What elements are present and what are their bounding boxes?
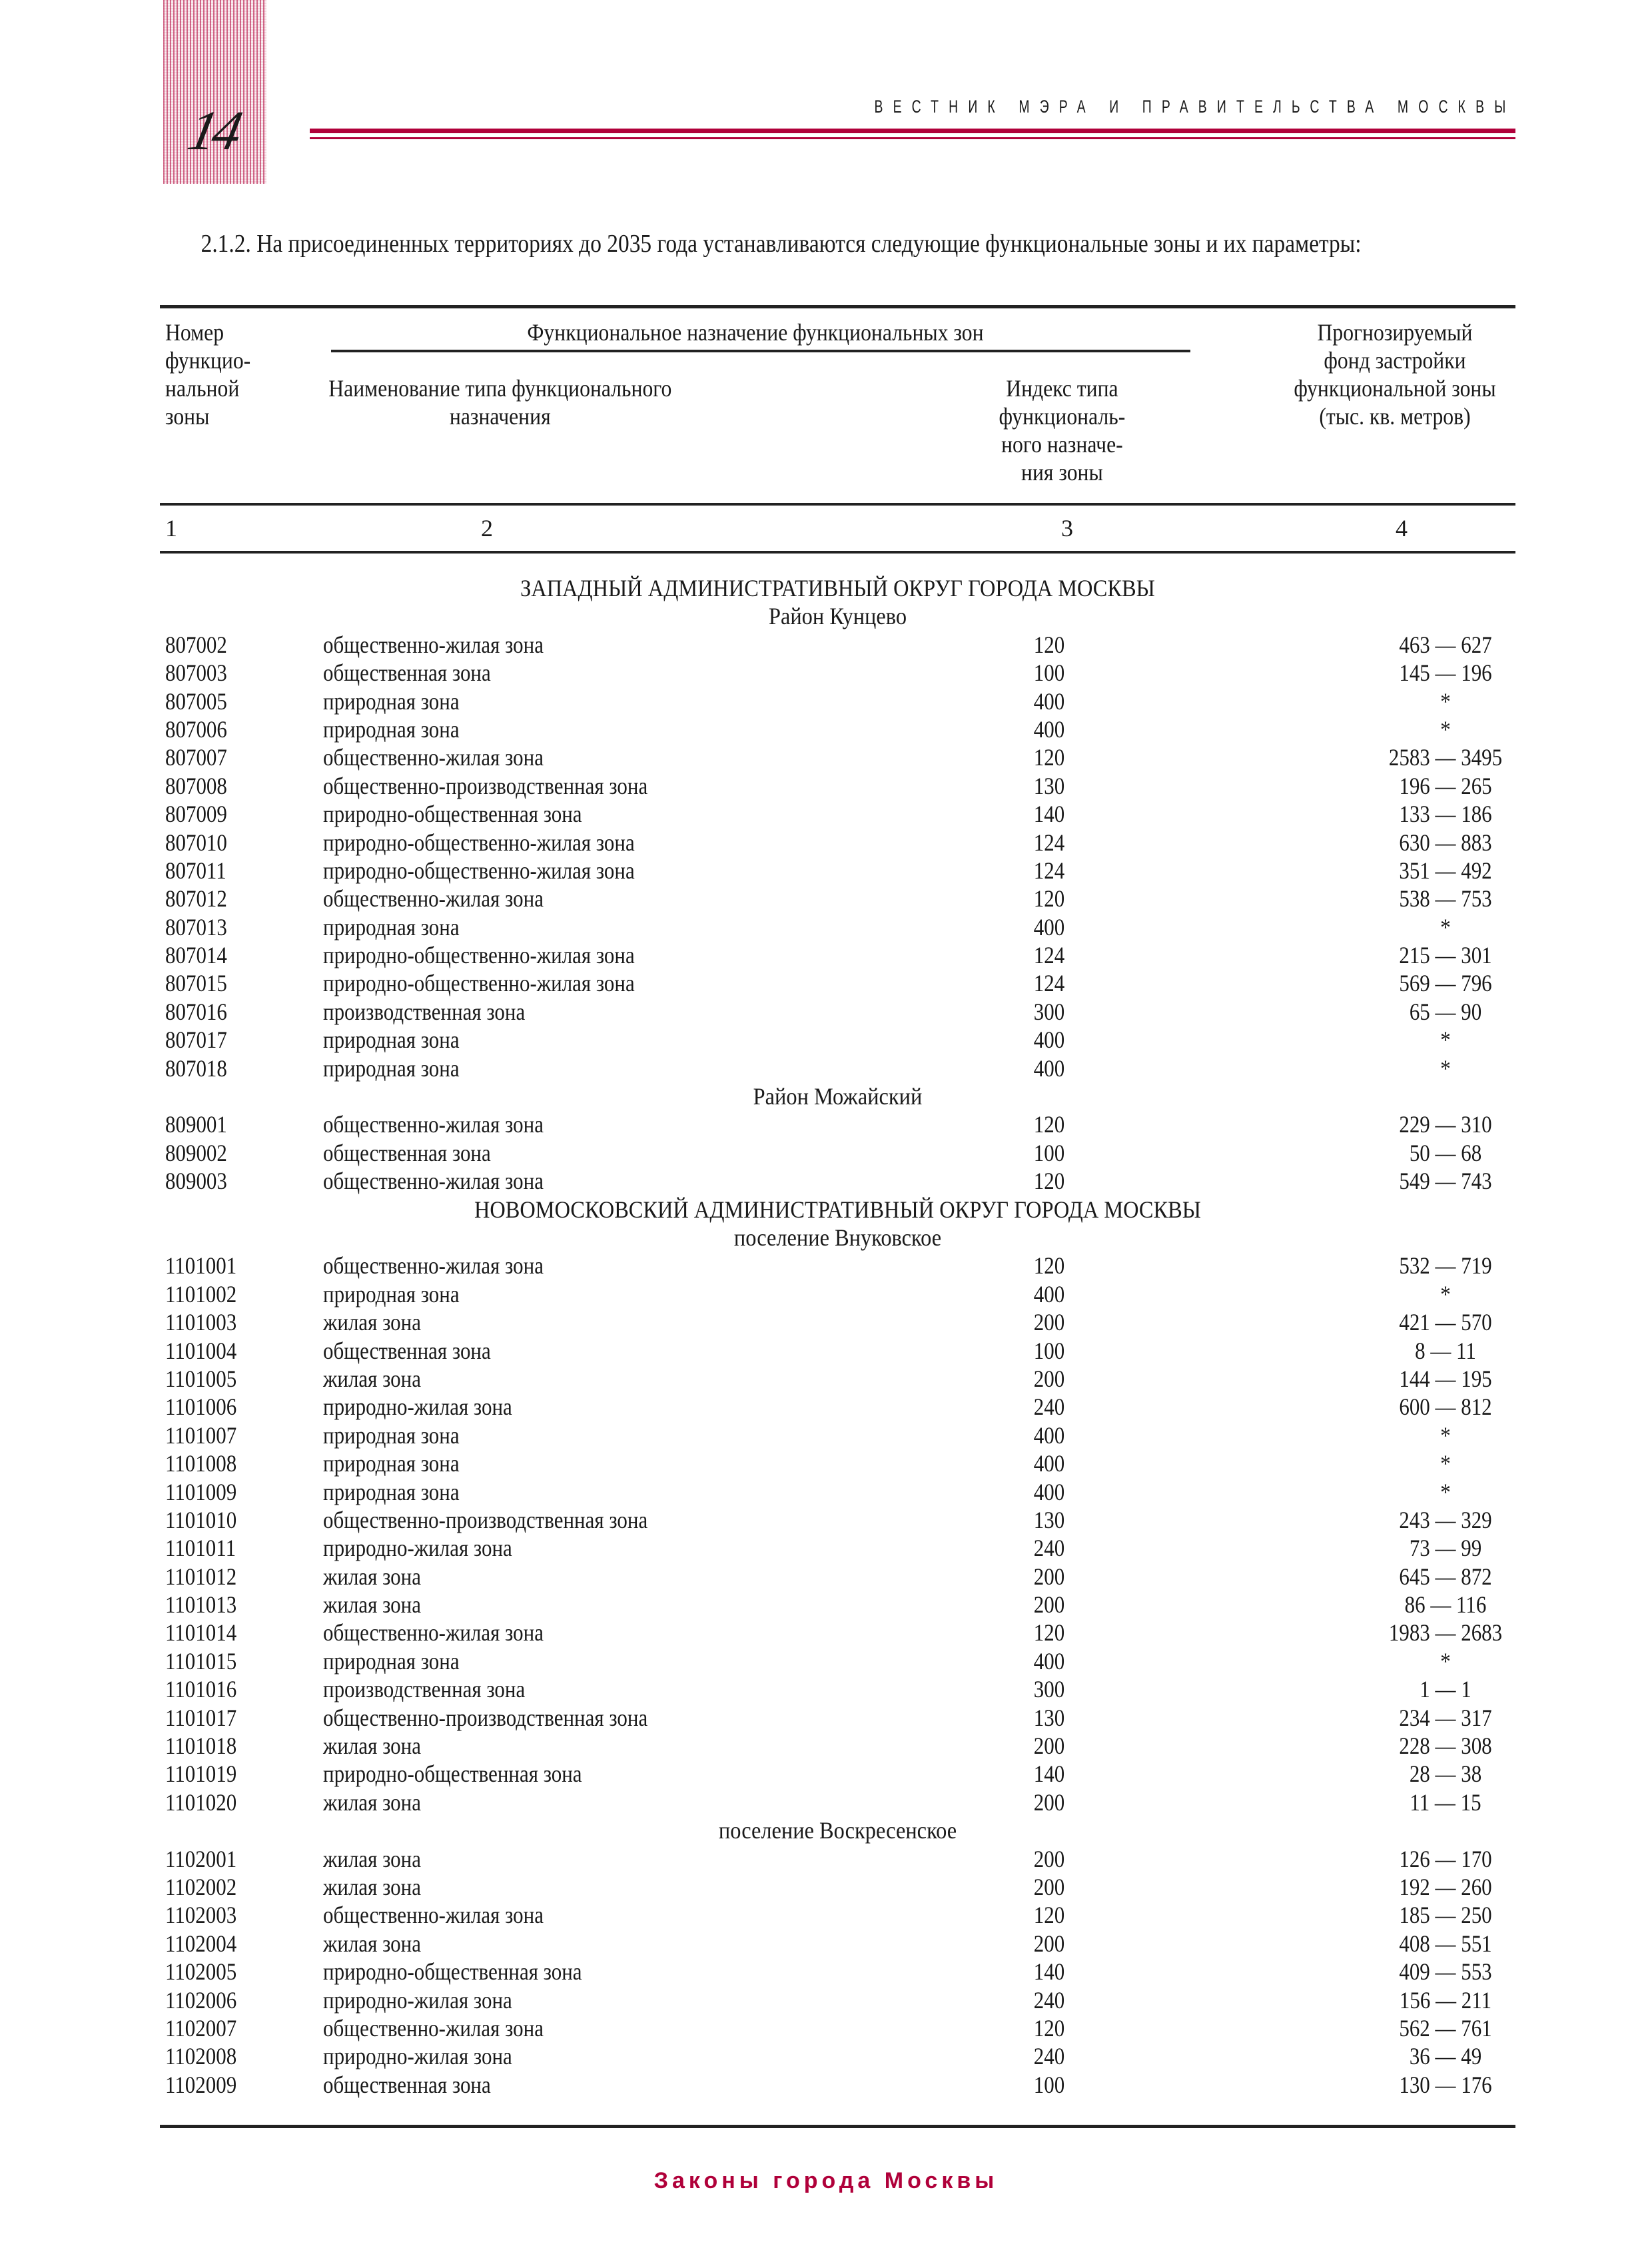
zone-type-name-cell: природно-общественно-жилая зона [323,970,635,997]
table-row [160,1986,1515,2014]
forecast-fund-cell: 215 — 301 [1399,942,1492,969]
forecast-fund-cell: 562 — 761 [1399,2014,1492,2042]
forecast-fund-cell: 1983 — 2683 [1388,1619,1503,1647]
zone-number-cell: 1102005 [165,1958,237,1986]
forecast-fund-cell: * [1440,1647,1451,1675]
column-number-3: 3 [1061,515,1073,542]
zone-type-index-cell: 130 [1033,1506,1065,1533]
zone-type-index-cell: 200 [1033,1591,1065,1619]
header-rule-thick [310,129,1515,133]
zone-number-cell: 807011 [165,857,226,884]
forecast-fund-cell: 50 — 68 [1409,1139,1482,1166]
zone-type-name-cell: природно-общественно-жилая зона [323,829,635,856]
header-col-forecast-fund: Прогнозируемый фонд застройки функциональной зоны (тыс. кв. метров) [1294,319,1496,430]
zone-type-name-cell: общественно-производственная зона [323,1704,648,1731]
zone-type-name-cell: природно-общественная зона [323,801,582,828]
header-col-type-name: Наименование типа функционального назначения [328,375,672,430]
zone-number-cell: 1101011 [165,1535,236,1562]
zone-type-name-cell: природно-общественная зона [323,1760,582,1788]
zone-type-name-cell: общественная зона [323,659,491,687]
zone-type-name-cell: природная зона [323,1478,460,1505]
header-group-rule [331,350,1190,352]
table-row [160,1873,1515,1901]
zone-type-name-cell: природная зона [323,1280,460,1308]
district-heading: Район Кунцево [768,603,907,630]
forecast-fund-cell: 196 — 265 [1399,772,1492,799]
forecast-fund-cell: * [1440,1450,1451,1477]
header-rule-thin [310,137,1515,139]
zone-type-index-cell: 140 [1033,801,1065,828]
zone-number-cell: 809001 [165,1111,227,1138]
zone-type-index-cell: 200 [1033,1309,1065,1336]
zone-type-index-cell: 120 [1033,885,1065,913]
okrug-heading: НОВОМОСКОВСКИЙ АДМИНИСТРАТИВНЫЙ ОКРУГ ГОРОДА МОСКВЫ [474,1196,1202,1223]
forecast-fund-cell: 156 — 211 [1399,1986,1492,2014]
header-col-zone-number: Номер функцио- нальной зоны [165,319,251,430]
table-row [160,969,1515,997]
zone-number-cell: 1101009 [165,1478,237,1505]
zone-type-name-cell: общественная зона [323,1337,491,1364]
table-row [160,743,1515,771]
zone-type-index-cell: 400 [1033,1478,1065,1505]
table-row [160,1280,1515,1308]
zone-type-name-cell: общественно-жилая зона [323,2014,544,2042]
zone-type-index-cell: 200 [1033,1873,1065,1900]
zone-type-name-cell: общественно-жилая зона [323,1619,544,1647]
zone-type-name-cell: природная зона [323,913,460,940]
forecast-fund-cell: 630 — 883 [1399,829,1492,856]
table-row [160,1393,1515,1421]
zone-type-name-cell: жилая зона [323,1563,421,1590]
zone-number-cell: 807007 [165,744,227,771]
zone-type-index-cell: 400 [1033,1026,1065,1054]
zone-type-name-cell: природная зона [323,687,460,715]
table-row [160,1506,1515,1534]
zone-type-index-cell: 120 [1033,744,1065,771]
zone-type-name-cell: природно-жилая зона [323,1535,512,1562]
zone-number-cell: 1101018 [165,1732,237,1760]
forecast-fund-cell: 130 — 176 [1399,2071,1492,2098]
forecast-fund-cell: 126 — 170 [1399,1845,1492,1872]
forecast-fund-cell: 185 — 250 [1399,1902,1492,1929]
zone-number-cell: 807012 [165,885,227,913]
zone-type-index-cell: 130 [1033,1704,1065,1731]
forecast-fund-cell: 234 — 317 [1399,1704,1492,1731]
forecast-fund-cell: 8 — 11 [1415,1337,1476,1364]
zone-type-name-cell: природная зона [323,1647,460,1675]
table-top-rule [160,305,1515,308]
column-number-2: 2 [481,515,493,542]
table-body [160,574,1515,2099]
zone-number-cell: 807014 [165,942,227,969]
forecast-fund-cell: * [1440,913,1451,940]
table-row [160,1732,1515,1760]
okrug-heading: ЗАПАДНЫЙ АДМИНИСТРАТИВНЫЙ ОКРУГ ГОРОДА МОСКВЫ [520,575,1155,601]
zone-number-cell: 1101005 [165,1365,237,1392]
forecast-fund-cell: 2583 — 3495 [1388,744,1503,771]
zone-type-index-cell: 120 [1033,1252,1065,1280]
forecast-fund-cell: 463 — 627 [1399,631,1492,658]
zone-number-cell: 807008 [165,772,227,799]
zone-type-name-cell: производственная зона [323,1676,526,1703]
table-row [160,1167,1515,1195]
zone-type-name-cell: природно-общественная зона [323,1958,582,1986]
zone-number-cell: 807015 [165,970,227,997]
zone-number-cell: 1101017 [165,1704,237,1731]
zone-type-index-cell: 200 [1033,1563,1065,1590]
forecast-fund-cell: 86 — 116 [1404,1591,1487,1619]
zone-type-index-cell: 400 [1033,1280,1065,1308]
header-bottom-rule [160,503,1515,506]
zone-type-name-cell: природно-жилая зона [323,2043,512,2070]
zone-type-index-cell: 400 [1033,715,1065,743]
table-row [160,1788,1515,1816]
zone-type-index-cell: 100 [1033,2071,1065,2098]
zone-number-cell: 1101010 [165,1506,237,1533]
forecast-fund-cell: 538 — 753 [1399,885,1492,913]
intro-paragraph: 2.1.2. На присоединенных территориях до 2035 года устанавливаются следующие функциональные зоны и их параметры: [201,230,1362,258]
page-number: 14 [183,100,244,162]
zone-type-index-cell: 240 [1033,1986,1065,2014]
zone-type-index-cell: 240 [1033,1535,1065,1562]
table-row [160,2071,1515,2099]
zone-type-name-cell: общественная зона [323,2071,491,2098]
table-row [160,1563,1515,1591]
zone-type-index-cell: 200 [1033,1788,1065,1816]
zone-type-index-cell: 100 [1033,1337,1065,1364]
running-title: ВЕСТНИК МЭРА И ПРАВИТЕЛЬСТВА МОСКВЫ [874,97,1515,117]
zone-type-name-cell: жилая зона [323,1732,421,1760]
table-row [160,998,1515,1026]
zone-type-index-cell: 120 [1033,1902,1065,1929]
table-row [160,659,1515,687]
forecast-fund-cell: 408 — 551 [1399,1930,1492,1957]
forecast-fund-cell: * [1440,1280,1451,1308]
zone-number-cell: 1101006 [165,1393,237,1421]
zone-type-name-cell: природно-общественно-жилая зона [323,857,635,884]
forecast-fund-cell: 645 — 872 [1399,1563,1492,1590]
zone-number-cell: 1102008 [165,2043,237,2070]
table-row [160,1619,1515,1647]
zone-number-cell: 1102002 [165,1873,237,1900]
zone-number-cell: 1101016 [165,1676,237,1703]
zone-type-index-cell: 240 [1033,1393,1065,1421]
zone-number-cell: 807003 [165,659,227,687]
table-row [160,829,1515,857]
forecast-fund-cell: 532 — 719 [1399,1252,1492,1280]
forecast-fund-cell: * [1440,1026,1451,1054]
forecast-fund-cell: 73 — 99 [1409,1535,1482,1562]
district-heading: Район Можайский [753,1083,923,1110]
forecast-fund-cell: 133 — 186 [1399,801,1492,828]
zone-type-name-cell: жилая зона [323,1873,421,1900]
forecast-fund-cell: * [1440,1478,1451,1505]
zone-type-name-cell: жилая зона [323,1365,421,1392]
zone-type-name-cell: природная зона [323,715,460,743]
table-row [160,913,1515,941]
table-row [160,941,1515,969]
zone-number-cell: 1102009 [165,2071,237,2098]
zone-type-name-cell: жилая зона [323,1930,421,1957]
zone-type-index-cell: 120 [1033,2014,1065,2042]
table-row [160,2014,1515,2042]
table-row [160,1139,1515,1167]
zone-type-index-cell: 200 [1033,1845,1065,1872]
zone-type-index-cell: 120 [1033,1619,1065,1647]
forecast-fund-cell: * [1440,1421,1451,1449]
zone-type-index-cell: 140 [1033,1958,1065,1986]
forecast-fund-cell: 192 — 260 [1399,1873,1492,1900]
zone-number-cell: 807002 [165,631,227,658]
zone-type-name-cell: природная зона [323,1026,460,1054]
zone-number-cell: 1101001 [165,1252,237,1280]
zone-type-index-cell: 140 [1033,1760,1065,1788]
zone-type-index-cell: 124 [1033,857,1065,884]
zone-type-index-cell: 100 [1033,659,1065,687]
table-row [160,1026,1515,1054]
zone-number-cell: 1102001 [165,1845,237,1872]
zone-type-name-cell: природная зона [323,1421,460,1449]
table-row [160,1252,1515,1280]
forecast-fund-cell: 351 — 492 [1399,857,1492,884]
forecast-fund-cell: * [1440,687,1451,715]
zone-type-index-cell: 400 [1033,1054,1065,1082]
zone-type-index-cell: 124 [1033,942,1065,969]
table-bottom-rule [160,2125,1515,2128]
table-row [160,1958,1515,1986]
forecast-fund-cell: 229 — 310 [1399,1111,1492,1138]
zone-type-index-cell: 200 [1033,1930,1065,1957]
zone-type-name-cell: природная зона [323,1450,460,1477]
zone-type-name-cell: производственная зона [323,998,526,1025]
district-heading: поселение Воскресенское [718,1817,957,1844]
table-row [160,1675,1515,1703]
table-row [160,2042,1515,2070]
zone-type-name-cell: общественно-жилая зона [323,744,544,771]
forecast-fund-cell: 65 — 90 [1409,998,1482,1025]
zone-type-name-cell: общественно-жилая зона [323,1902,544,1929]
table-row [160,1478,1515,1506]
table-row [160,1591,1515,1619]
zone-type-index-cell: 120 [1033,1111,1065,1138]
table-row [160,1534,1515,1562]
zone-type-name-cell: жилая зона [323,1591,421,1619]
forecast-fund-cell: 600 — 812 [1399,1393,1492,1421]
zone-number-cell: 807009 [165,801,227,828]
zone-type-name-cell: общественно-производственная зона [323,1506,648,1533]
zone-number-cell: 1102007 [165,2014,237,2042]
zone-type-index-cell: 300 [1033,998,1065,1025]
zone-type-name-cell: общественно-жилая зона [323,631,544,658]
forecast-fund-cell: 11 — 15 [1410,1788,1481,1816]
zone-type-name-cell: общественно-жилая зона [323,1252,544,1280]
zone-type-index-cell: 400 [1033,1647,1065,1675]
zone-type-name-cell: жилая зона [323,1788,421,1816]
zone-number-cell: 1101003 [165,1309,237,1336]
table-row [160,1704,1515,1732]
table-row [160,1337,1515,1365]
column-number-4: 4 [1396,515,1408,542]
zone-number-cell: 1101014 [165,1619,237,1647]
table-row [160,800,1515,828]
zone-type-index-cell: 400 [1033,687,1065,715]
zone-type-name-cell: общественная зона [323,1139,491,1166]
zone-number-cell: 807018 [165,1054,227,1082]
zone-number-cell: 1101002 [165,1280,237,1308]
column-number-1: 1 [165,515,177,542]
zone-type-index-cell: 124 [1033,829,1065,856]
table-row [160,1760,1515,1788]
zone-number-cell: 807010 [165,829,227,856]
zone-number-cell: 809002 [165,1139,227,1166]
zone-number-cell: 1101020 [165,1788,237,1816]
forecast-fund-cell: 421 — 570 [1399,1309,1492,1336]
table-row [160,1845,1515,1873]
forecast-fund-cell: 569 — 796 [1399,970,1492,997]
zone-number-cell: 1101019 [165,1760,237,1788]
zone-type-index-cell: 120 [1033,1168,1065,1195]
zone-type-index-cell: 240 [1033,2043,1065,2070]
zone-type-name-cell: общественно-жилая зона [323,1111,544,1138]
forecast-fund-cell: 409 — 553 [1399,1958,1492,1986]
zone-type-index-cell: 100 [1033,1139,1065,1166]
zone-type-index-cell: 400 [1033,1450,1065,1477]
district-heading: поселение Внуковское [733,1224,942,1251]
header-col-type-index: Индекс типа функциональ- ного назначе- ния зоны [999,375,1126,486]
forecast-fund-cell: 145 — 196 [1399,659,1492,687]
zone-number-cell: 1101015 [165,1647,237,1675]
table-row [160,687,1515,715]
table-row [160,1647,1515,1675]
zone-type-index-cell: 400 [1033,1421,1065,1449]
forecast-fund-cell: 36 — 49 [1409,2043,1482,2070]
zone-number-cell: 807006 [165,715,227,743]
zone-type-index-cell: 200 [1033,1732,1065,1760]
zone-type-name-cell: природно-жилая зона [323,1986,512,2014]
zone-number-cell: 807016 [165,998,227,1025]
zone-number-cell: 1101004 [165,1337,237,1364]
table-row [160,1930,1515,1958]
table-row [160,857,1515,885]
zone-type-index-cell: 120 [1033,631,1065,658]
zone-type-name-cell: природно-общественно-жилая зона [323,942,635,969]
zone-type-name-cell: жилая зона [323,1309,421,1336]
column-numbers-rule [160,551,1515,554]
forecast-fund-cell: 144 — 195 [1399,1365,1492,1392]
zone-type-name-cell: общественно-жилая зона [323,885,544,913]
zone-number-cell: 1101008 [165,1450,237,1477]
table-row [160,1110,1515,1138]
forecast-fund-cell: 1 — 1 [1420,1676,1471,1703]
zone-type-index-cell: 130 [1033,772,1065,799]
forecast-fund-cell: 228 — 308 [1399,1732,1492,1760]
zone-number-cell: 809003 [165,1168,227,1195]
table-row [160,715,1515,743]
forecast-fund-cell: * [1440,1054,1451,1082]
header-group-functional-purpose: Функциональное назначение функциональных зон [527,319,984,346]
zone-type-index-cell: 200 [1033,1365,1065,1392]
table-row [160,885,1515,913]
footer-section-title: Законы города Москвы [653,2168,999,2193]
zone-type-name-cell: природная зона [323,1054,460,1082]
zone-number-cell: 807017 [165,1026,227,1054]
forecast-fund-cell: 28 — 38 [1409,1760,1482,1788]
zone-type-name-cell: общественно-жилая зона [323,1168,544,1195]
table-row [160,1365,1515,1393]
table-row [160,1901,1515,1929]
table-row [160,1421,1515,1449]
zone-type-index-cell: 124 [1033,970,1065,997]
table-row [160,631,1515,659]
zone-number-cell: 1101013 [165,1591,237,1619]
table-row [160,1308,1515,1336]
forecast-fund-cell: * [1440,715,1451,743]
zone-type-name-cell: природно-жилая зона [323,1393,512,1421]
table-row [160,772,1515,800]
forecast-fund-cell: 243 — 329 [1399,1506,1492,1533]
zone-type-name-cell: жилая зона [323,1845,421,1872]
zone-number-cell: 1101012 [165,1563,237,1590]
zone-number-cell: 1102004 [165,1930,237,1957]
zone-number-cell: 1102006 [165,1986,237,2014]
table-row [160,1449,1515,1477]
zone-type-index-cell: 400 [1033,913,1065,940]
forecast-fund-cell: 549 — 743 [1399,1168,1492,1195]
zone-type-index-cell: 300 [1033,1676,1065,1703]
zone-number-cell: 807013 [165,913,227,940]
zone-type-name-cell: общественно-производственная зона [323,772,648,799]
zone-number-cell: 1101007 [165,1421,237,1449]
zone-number-cell: 807005 [165,687,227,715]
zone-number-cell: 1102003 [165,1902,237,1929]
table-row [160,1054,1515,1082]
